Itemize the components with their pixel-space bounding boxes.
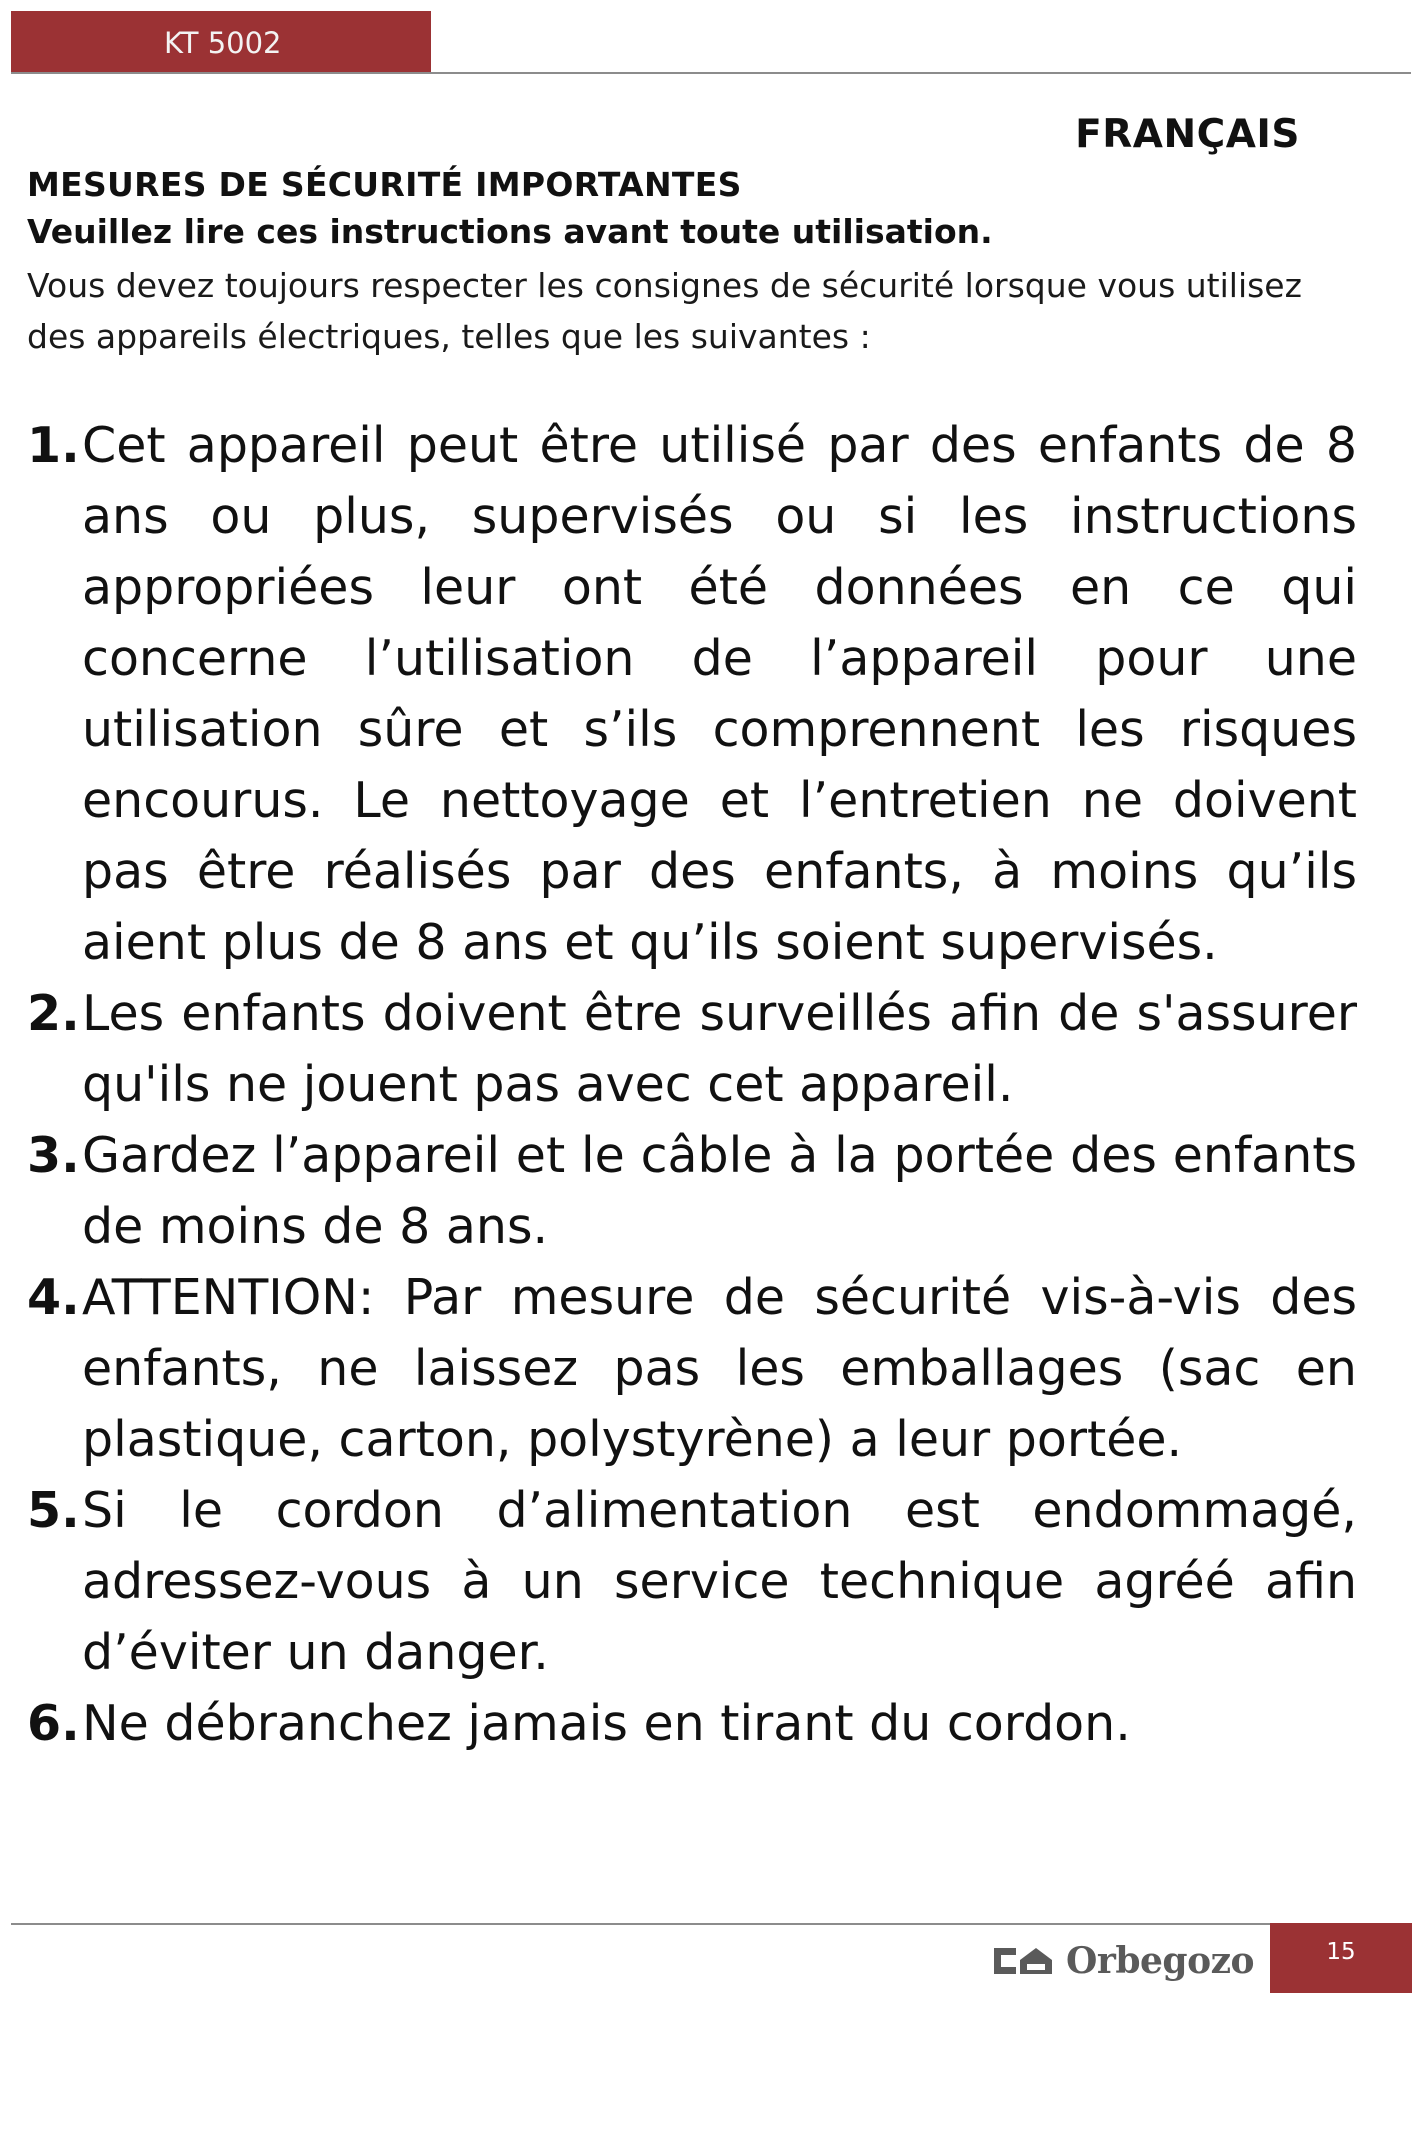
- list-item: [27, 1475, 1357, 1688]
- model-label: KT 5002: [164, 26, 282, 60]
- list-item: [27, 1688, 1357, 1759]
- language-label: FRANÇAIS: [1075, 112, 1300, 157]
- safety-list: [27, 410, 1357, 1759]
- list-item: [27, 1120, 1357, 1262]
- model-tab: [11, 11, 431, 72]
- intro-paragraph: Vous devez toujours respecter les consignes de sécurité lorsque vous utilisez des appareils électriques, telles que les suivantes :: [27, 266, 1302, 356]
- item-text: Ne débranchez jamais en tirant du cordon.: [82, 1695, 1131, 1752]
- item-number: 3.: [27, 1127, 80, 1184]
- item-number: 6.: [27, 1695, 80, 1752]
- brand-mark-icon: [990, 1944, 1052, 1978]
- top-divider: [11, 72, 1411, 74]
- section-subtitle: Veuillez lire ces instructions avant toute utilisation.: [27, 212, 993, 251]
- list-item: [27, 978, 1357, 1120]
- item-text: Les enfants doivent être surveillés afin de s'assurer qu'ils ne jouent pas avec cet appareil.: [82, 985, 1357, 1113]
- bottom-divider: [11, 1923, 1411, 1925]
- item-number: 1.: [27, 417, 80, 474]
- page-number: 15: [1326, 1939, 1356, 1965]
- item-text: Gardez l’appareil et le câble à la portée des enfants de moins de 8 ans.: [82, 1127, 1357, 1255]
- page-number-box: [1270, 1923, 1412, 1993]
- brand-logo: [990, 1940, 1254, 1982]
- item-text: Cet appareil peut être utilisé par des enfants de 8 ans ou plus, supervisés ou si les instructions appropriées leur ont été données en ce qui concerne l’utilisation de l’appareil pour une utilisation sûre et s’ils comprennent les risques encourus. Le nettoyage et l’entretien ne doivent pas être réalisés par des enfants, à moins qu’ils aient plus de 8 ans et qu’ils soient supervisés.: [82, 417, 1357, 971]
- list-item: [27, 410, 1357, 978]
- item-text: Si le cordon d’alimentation est endommagé, adressez-vous à un service technique agréé afin d’éviter un danger.: [82, 1482, 1357, 1681]
- section-title: MESURES DE SÉCURITÉ IMPORTANTES: [27, 165, 742, 204]
- item-number: 2.: [27, 985, 80, 1042]
- list-item: [27, 1262, 1357, 1475]
- item-number: 5.: [27, 1482, 80, 1539]
- brand-name: Orbegozo: [1066, 1940, 1255, 1982]
- item-number: 4.: [27, 1269, 80, 1326]
- item-text: ATTENTION: Par mesure de sécurité vis-à-vis des enfants, ne laissez pas les emballages (sac en plastique, carton, polystyrène) a leur portée.: [82, 1269, 1357, 1468]
